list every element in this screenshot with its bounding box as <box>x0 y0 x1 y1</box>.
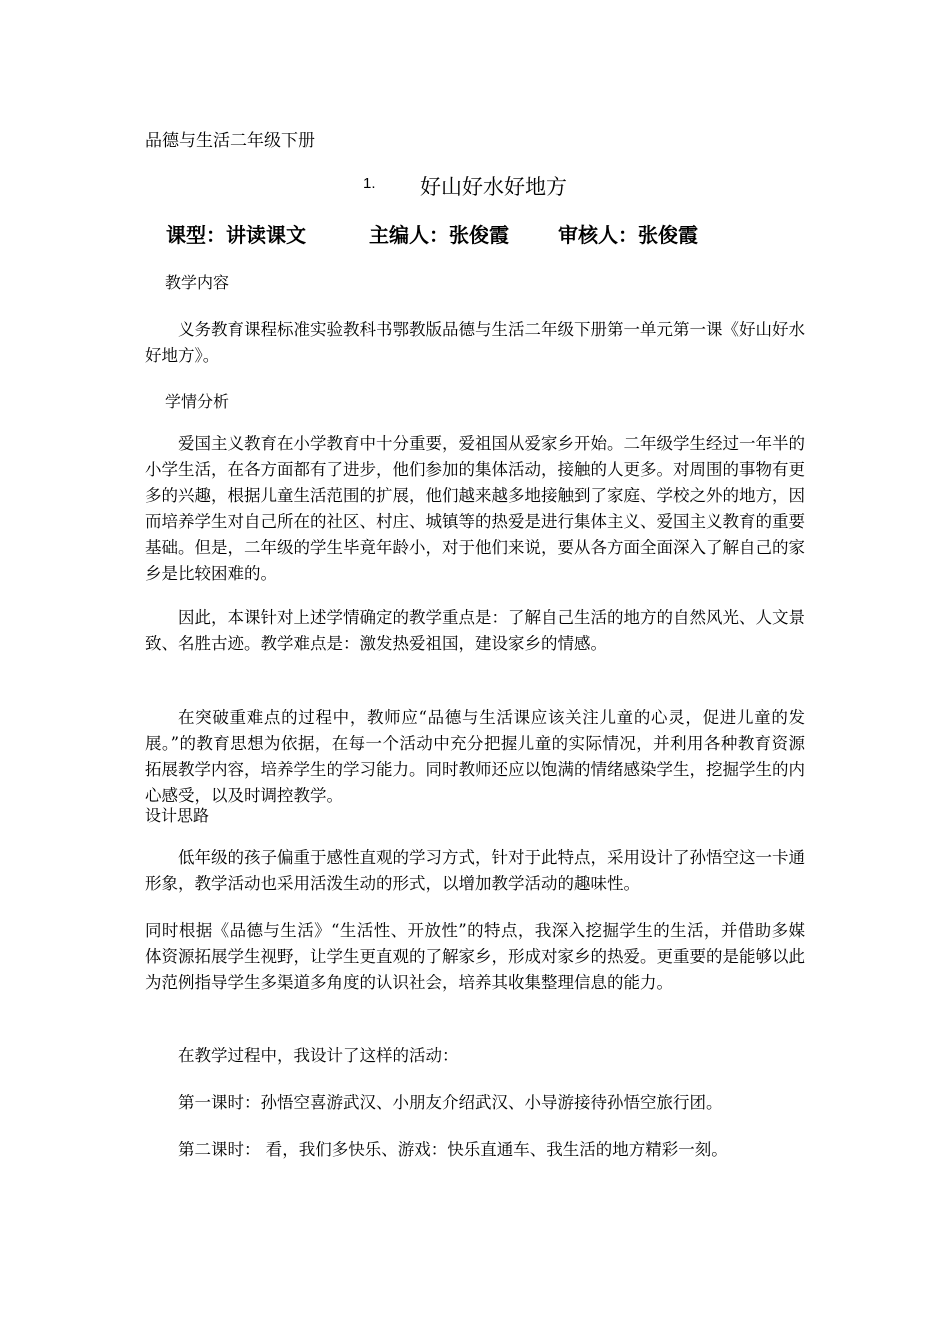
reviewer: 审核人：张俊霞 <box>558 223 698 247</box>
section-heading-design: 设计思路 <box>145 806 210 825</box>
content-paragraph: 义务教育课程标准实验教科书鄂教版品德与生活二年级下册第一单元第一课《好山好水好地方》。 <box>145 320 805 365</box>
lesson-number: 1. <box>363 175 376 192</box>
section-heading-content: 教学内容 <box>165 273 230 292</box>
lesson-type: 课型：讲读课文 <box>166 223 306 247</box>
lesson-title: 好山好水好地方 <box>420 175 567 199</box>
design-paragraph-1: 低年级的孩子偏重于感性直观的学习方式，针对于此特点，采用设计了孙悟空这一卡通形象，教学活动也采用活泼生动的形式，以增加教学活动的趣味性。 <box>145 848 805 893</box>
design-paragraph-lesson-1: 第一课时：孙悟空喜游武汉、小朋友介绍武汉、小导游接待孙悟空旅行团。 <box>178 1093 723 1112</box>
subject-line: 品德与生活二年级下册 <box>145 131 315 151</box>
analysis-paragraph-1: 爱国主义教育在小学教育中十分重要，爱祖国从爱家乡开始。二年级学生经过一年半的小学生活，在各方面都有了进步，他们参加的集体活动，接触的人更多。对周围的事物有更多的兴趣，根据儿童生活范围的扩展，他们越来越多地接触到了家庭、学校之外的地方，因而培养学生对自己所在的社区、村庄、城镇等的热爱是进行集体主义、爱国主义教育的重要基础。但是，二年级的学生毕竟年龄小，对于他们来说，要从各方面全面深入了解自己的家乡是比较困难的。 <box>145 434 805 583</box>
analysis-paragraph-2: 因此，本课针对上述学情确定的教学重点是：了解自己生活的地方的自然风光、人文景致、名胜古迹。教学难点是：激发热爱祖国，建设家乡的情感。 <box>145 608 805 653</box>
design-paragraph-2: 同时根据《品德与生活》“生活性、开放性”的特点，我深入挖掘学生的生活，并借助多媒体资源拓展学生视野，让学生更直观的了解家乡，形成对家乡的热爱。更重要的是能够以此为范例指导学生多渠道多角度的认识社会，培养其收集整理信息的能力。 <box>145 921 805 992</box>
analysis-paragraph-3: 在突破重难点的过程中，教师应“品德与生活课应该关注儿童的心灵，促进儿童的发展。”的教育思想为依据，在每一个活动中充分把握儿童的实际情况，并利用各种教育资源拓展教学内容，培养学生的学习能力。同时教师还应以饱满的情绪感染学生，挖掘学生的内心感受，以及时调控教学。 <box>145 708 805 805</box>
chief-editor: 主编人：张俊霞 <box>369 223 509 247</box>
design-paragraph-lesson-2: 第二课时： 看，我们多快乐、游戏：快乐直通车、我生活的地方精彩一刻。 <box>178 1140 728 1159</box>
section-heading-analysis: 学情分析 <box>165 392 230 411</box>
design-paragraph-3: 在教学过程中，我设计了这样的活动： <box>178 1046 459 1065</box>
